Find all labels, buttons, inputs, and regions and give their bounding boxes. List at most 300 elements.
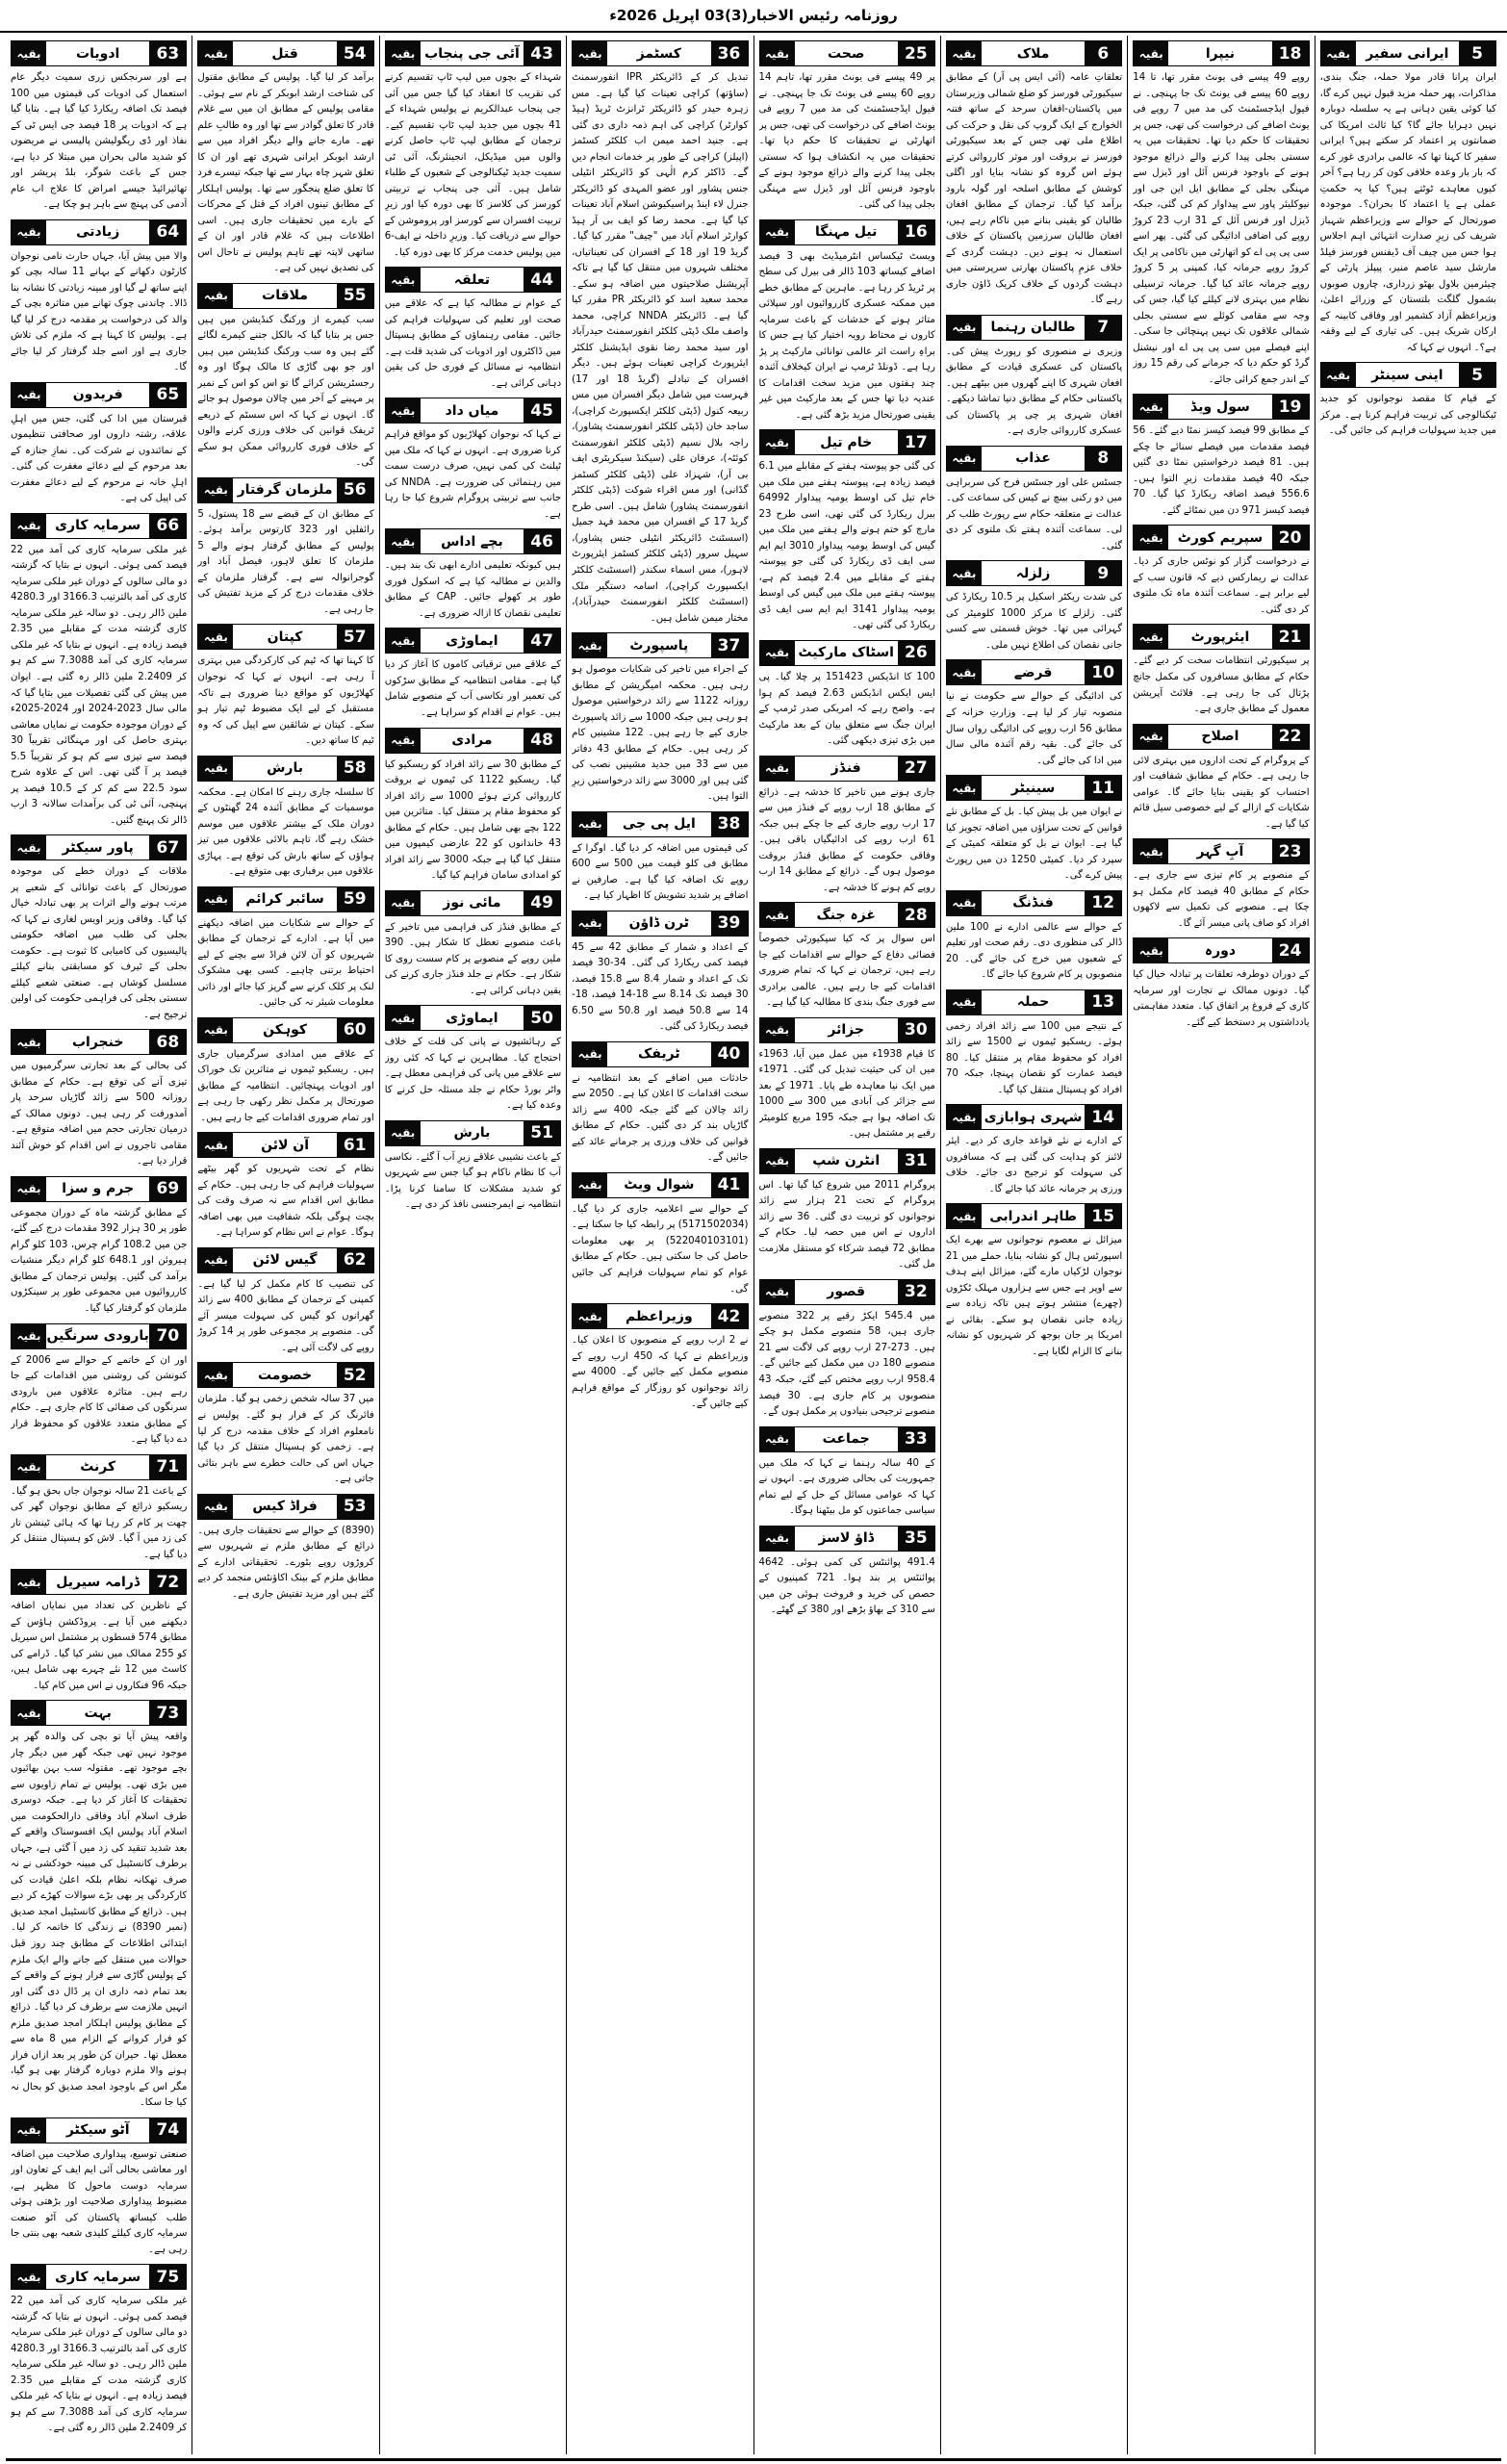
section-number-badge: 42: [711, 1304, 748, 1328]
section-title: اینی سینٹر: [1356, 363, 1459, 387]
article-body: پر 49 پیسے فی یونٹ مقرر تھا، تاہم 14 روپے 60 پیسے فی یونٹ تک جا پہنچی۔ نے فیول ایڈجسٹمنٹ کی مد میں 7 روپے فی یونٹ اضافے کی درخواست کی تھی، جس پر اتھارٹی نے تحقیقات کا حکم دیا تھا۔ تحقیقات میں یہ انکشاف ہوا کہ سستی بجلی پیدا کرنے والے ذرائع موجود ہونے کے باوجود فرنس آئل اور ڈیزل سے مہنگی بجلی پیدا کی گئی۔: [758, 72, 935, 211]
section-header-bar: [946, 659, 1122, 685]
article-body: برآمد کر لیا گیا۔ پولیس کے مطابق مقتول کی شناخت ارشد ابوبکر کے نام سے ہوئی۔ مقامی پولیس کے مطابق ان میں سے غلام قادر کا تعلق گوادر سے تھا اور وہ طالبِ علم تھے۔ مارے جانے والے دیگر افراد میں سے ارشد ابوبکر ایرانی شہری تھے اور ان کا تعلق شہر چاہ بہار سے تھا جبکہ تیسرے فرد کا تعلق ضلع پنجگور سے تھا۔ پولیس اہلکار کے مطابق تینوں افراد کے قتل کے محرکات کے بارے میں تحقیقات جاری ہیں۔ اسی اطلاعات ہیں کہ غلام قادر اور ان کے ساتھی لاپتہ تھے تاہم پولیس نے تاحال اس کی تصدیق نہیں کی ہے۔: [197, 72, 374, 274]
article-body: کے ناظرین کی تعداد میں نمایاں اضافہ دیکھنے میں آیا ہے۔ پروڈکشن ہاؤس کے مطابق 574 قسطوں پر مشتمل اس سیریل کو 255 ممالک میں نشر کیا گیا۔ ڈرامے کی کاسٹ میں 12 نئے چہرے بھی شامل ہیں، جبکہ 96 فنکاروں نے اس میں کام کیا۔: [11, 1601, 188, 1691]
article-body: کا کہنا تھا کہ ٹیم کی کارکردگی میں بہتری آ رہی ہے۔ انہوں نے کہا کہ نوجوان کھلاڑیوں کو مواقع دینا ضروری ہے تاکہ مستقبل کے لیے ایک مضبوط ٹیم تیار ہو سکے۔ کپتان نے شائقین سے اپیل کی کہ وہ ٹیم کا ساتھ دیں۔: [197, 655, 374, 747]
continuation-label: بقیہ: [760, 903, 795, 927]
section-header-bar: [946, 560, 1122, 586]
article-body: سب کیمرے از ورکنگ کنڈیشن میں ہیں جس پر بتایا گیا کہ بالکل جتنے کیمرے لگائے گئے ہیں وہ سب ورکنگ کنڈیشن میں ہیں اور جو بھی گاڑی کا مالک ہوگا اور وہ رجسٹریشن کرائے گا تو اس کو اس کے نمبر پر مہینے کے آخر میں چالان موصول ہو جائے گا۔ انہوں نے کہا کہ اس سسٹم کے ذریعے ٹریفک قوانین کی خلاف ورزی کرنے والوں کے خلاف فوری کارروائی ممکن ہو سکے گی۔: [197, 314, 374, 469]
article-body: میزائل نے معصوم نوجوانوں سے بھرے ایک اسپورٹس ہال کو نشانہ بنایا، حملے میں 21 نوجوان لڑکیاں مارے گئے، میزائل اپنے ہدف سے اوپر ہے جس سے ہزاروں مہلک ٹکڑوں (چھرے) منتشر ہوتے ہیں تاکہ زیادہ سے زیادہ جانی نقصان ہو سکے۔ بقائی نے امریکا پر جان بوجھ کر شہریوں کو نشانہ بنانے کا الزام لگایا ہے۔: [945, 1235, 1123, 1357]
section-header-bar: [197, 624, 373, 650]
continuation-label: بقیہ: [1321, 41, 1356, 65]
section-header-bar: [946, 890, 1122, 916]
section-header-bar: [385, 890, 561, 916]
continuation-label: بقیہ: [198, 1495, 233, 1519]
section-header-bar: [759, 902, 935, 928]
section-number-badge: 74: [149, 2118, 186, 2143]
section-title: غزہ جنگ: [795, 903, 898, 927]
continuation-label: بقیہ: [198, 1133, 233, 1157]
section-header-bar: [197, 1362, 373, 1388]
continuation-label: بقیہ: [1134, 938, 1168, 962]
continuation-label: بقیہ: [947, 660, 982, 684]
continuation-label: بقیہ: [760, 1527, 795, 1551]
section-title: خام تیل: [795, 430, 898, 454]
article-body: نے ایوان میں بل پیش کیا۔ بل کے مطابق نئے قوانین کے تحت سزاؤں میں اضافہ تجویز کیا گیا ہے۔ ایوان نے بل کو متعلقہ کمیٹی کے سپرد کر دیا۔ کمیٹی 1250 دن میں رپورٹ پیش کرے گی۔: [945, 807, 1123, 882]
section-number-badge: 16: [898, 220, 934, 244]
section-number-badge: 25: [898, 41, 934, 65]
section-number-badge: 57: [337, 625, 373, 649]
section-title: قصور: [795, 1280, 898, 1304]
section-title: ڈرامہ سیریل: [46, 1570, 149, 1594]
section-title: اسٹاک مارکیٹ: [795, 641, 898, 665]
continuation-label: بقیہ: [1134, 625, 1168, 649]
continuation-label: بقیہ: [760, 1018, 795, 1042]
section-number-badge: 31: [898, 1149, 934, 1173]
section-title: آن لائن: [233, 1133, 336, 1157]
section-number-badge: 48: [524, 729, 560, 753]
continuation-label: بقیہ: [947, 41, 982, 65]
article-body: پروگرام 2011 میں شروع کیا گیا تھا۔ اس پروگرام کے تحت 21 ہزار سے زائد نوجوانوں کو تربیت دی گئی۔ 36 سے زائد اداروں نے اس میں حصہ لیا۔ حکام کے مطابق 72 فیصد شرکاء کو مستقل ملازمت مل گئی۔: [758, 1179, 935, 1270]
continuation-label: بقیہ: [1134, 395, 1168, 419]
continuation-label: بقیہ: [947, 990, 982, 1014]
section-title: بہت: [46, 1701, 149, 1725]
section-number-badge: 44: [524, 268, 560, 292]
section-number-badge: 21: [1272, 625, 1309, 649]
article-body: کے مطابق ان کے قبضے سے 18 پستول، 5 رائفلیں اور 323 کارتوس برآمد ہوئے۔ پولیس کے مطابق گرفتار ہونے والے 5 ملزمان کا تعلق لاہور، فیصل آباد اور گوجرانوالہ سے ہے۔ گرفتار ملزمان کے خلاف مقدمات درج کر کے مزید تفتیش کی جا رہی ہے۔: [197, 508, 374, 615]
continuation-label: بقیہ: [12, 41, 46, 65]
article-body: تعلقاتِ عامہ (آئی ایس پی آر) کے مطابق سیکیورٹی فورسز کو ضلع شمالی وزیرستان میں پاکستان-افغان سرحد کے ساتھ فتنہ الخوارج کے ایک گروپ کی نقل و حرکت کی اطلاع ملی تھی جس کے بعد سیکیورٹی فورسز نے بروقت اور موثر کارروائی کرتے ہوئے اس گروہ کو نشانہ بنایا اور اگلی کوشش کے مطابق اسلحہ اور گولہ بارود برآمد کیا گیا۔ ترجمان کے مطابق افغان طالبان کو یقینی بنانے میں ناکام رہے ہیں، افغان طالبان سرزمین پاکستان کے خلاف استعمال نہ ہونے دیں۔ دہشت گردی کے خلاف عزمِ پاکستان بھارتی سرپرستی میں دہشت گردوں کے خلاف کریک ڈاؤن جاری رہے گا۔: [945, 72, 1123, 306]
section-number-badge: 17: [898, 430, 934, 454]
section-title: جماعت: [795, 1427, 898, 1451]
section-title: آٹو سیکٹر: [46, 2118, 149, 2143]
continuation-label: بقیہ: [573, 1173, 607, 1197]
continuation-label: بقیہ: [12, 1570, 46, 1594]
section-header-bar: [197, 1017, 373, 1043]
continuation-label: بقیہ: [947, 1204, 982, 1228]
section-header-bar: [197, 886, 373, 912]
continuation-label: بقیہ: [12, 2265, 46, 2289]
continuation-label: بقیہ: [198, 1248, 233, 1272]
section-number-badge: 64: [149, 220, 186, 244]
continuation-label: بقیہ: [12, 514, 46, 538]
continuation-label: بقیہ: [386, 529, 421, 553]
section-header-bar: [946, 1104, 1122, 1130]
continuation-label: بقیہ: [947, 447, 982, 471]
section-number-badge: 67: [149, 835, 186, 860]
section-number-badge: 60: [337, 1018, 373, 1042]
section-number-badge: 5: [1459, 363, 1495, 387]
article-body: کی گئی جو پیوستہ ہفتے کے مقابلے میں 6.1 فیصد زیادہ ہے، پیوستہ ہفتے میں ملک میں خام تیل کی اوسط یومیہ پیداوار 64992 بیرل ریکارڈ کی گئی تھی، اسی طرح 23 مارچ کو ختم ہونے والے ہفتے میں ملک میں گیس کی اوسط یومیہ پیداوار 3010 ایم ایم سی ایف ڈی ریکارڈ کی گئی جو پیوستہ ہفتے کے مقابلے میں 2.4 فیصد کم ہے، پیوستہ ہفتے میں ملک میں گیس کی اوسط یومیہ پیداوار 3141 ایم ایم سی ایف ڈی ریکارڈ کی گئی تھی۔: [758, 461, 935, 631]
section-title: تعلقہ: [421, 268, 524, 292]
section-number-badge: 26: [898, 641, 934, 665]
section-title: زیادتی: [46, 220, 149, 244]
section-header-bar: [385, 1120, 561, 1146]
section-number-badge: 62: [337, 1248, 373, 1272]
article-body: کے باعث 21 سالہ نوجوان جاں بحق ہو گیا۔ ریسکیو ذرائع کے مطابق نوجوان گھر کی چھت پر کام کر رہا تھا کہ ہائی ٹینشن تار کی زد میں آ گیا۔ لاش کو ہسپتال منتقل کر دیا گیا ہے۔: [11, 1485, 188, 1560]
article-body: کے مطابق 99 فیصد کیسز نمٹا دیے گئے۔ 56 فیصد مقدمات میں فیصلے سنائے جا چکے ہیں۔ 81 فیصد درخواستیں نمٹا دی گئیں جبکہ 40 فیصد مقدمات زیرِ التوا ہیں۔ 556.6 فیصد اضافہ ریکارڈ کیا گیا۔ 70 فیصد کیسز 971 دن میں نمٹائے گئے۔: [1133, 425, 1310, 516]
section-title: خصومت: [233, 1363, 336, 1387]
section-number-badge: 9: [1085, 561, 1121, 585]
section-title: سپریم کورٹ: [1168, 526, 1271, 550]
continuation-label: بقیہ: [386, 398, 421, 423]
section-number-badge: 52: [337, 1363, 373, 1387]
section-header-bar: [11, 40, 187, 66]
section-header-bar: [11, 1454, 187, 1480]
section-number-badge: 72: [149, 1570, 186, 1594]
section-title: پاسپورٹ: [607, 633, 710, 657]
continuation-label: بقیہ: [1134, 725, 1168, 749]
section-title: ٹریفک: [607, 1042, 710, 1066]
section-title: طاہر اندرابی: [982, 1204, 1085, 1228]
section-number-badge: 35: [898, 1527, 934, 1551]
continuation-label: بقیہ: [1134, 526, 1168, 550]
section-header-bar: [759, 1526, 935, 1552]
section-title: زلزلہ: [982, 561, 1085, 585]
section-header-bar: [11, 2118, 187, 2143]
article-body: نے کہا کہ نوجوان کھلاڑیوں کو مواقع فراہم کرنا ضروری ہے۔ انہوں نے کہا کہ ملک میں ٹیلنٹ کی کمی نہیں، صرف درست سمت میں رہنمائی کی ضرورت ہے۔ NNDA کی جانب سے تربیتی پروگرام شروع کیا جا رہا ہے۔: [384, 429, 562, 520]
continuation-label: بقیہ: [947, 561, 982, 585]
section-title: آبِ گہر: [1168, 839, 1271, 863]
article-body: کے اجراء میں تاخیر کی شکایات موصول ہو رہی ہیں۔ محکمہ امیگریشن کے مطابق روزانہ 1122 سے زائد درخواستیں موصول ہو رہی ہیں جبکہ 1000 سے زائد پاسپورٹ جاری کیے جا رہے ہیں۔ 122 مشینیں کام کر رہی ہیں۔ حکام کے مطابق 43 دفاتر میں سے 33 میں جدید مشینیں نصب کی گئی ہیں اور 3000 سے زائد درخواستیں زیرِ التوا ہیں۔: [572, 664, 749, 803]
article-body: کے قیام کا مقصد نوجوانوں کو جدید ٹیکنالوجی کی تربیت فراہم کرنا ہے۔ مرکز میں جدید سہولیات فراہم کی جائیں گی۔: [1319, 394, 1496, 437]
section-header-bar: [197, 1494, 373, 1520]
section-title: ٹرن ڈاؤن: [607, 911, 710, 936]
section-number-badge: 20: [1272, 526, 1309, 550]
section-title: فنڈز: [795, 757, 898, 781]
continuation-label: بقیہ: [760, 1427, 795, 1451]
section-header-bar: [759, 1148, 935, 1174]
section-title: بارودی سرنگیں: [46, 1324, 149, 1348]
section-header-bar: [1133, 40, 1309, 66]
continuation-label: بقیہ: [12, 2118, 46, 2143]
section-header-bar: [385, 728, 561, 754]
section-number-badge: 8: [1085, 447, 1121, 471]
continuation-label: بقیہ: [760, 220, 795, 244]
newspaper-column: [379, 36, 566, 2454]
section-title: ایماوڑی: [421, 629, 524, 653]
section-header-bar: [11, 1029, 187, 1055]
continuation-label: بقیہ: [12, 220, 46, 244]
section-title: بچے اداس: [421, 529, 524, 553]
section-header-bar: [11, 2264, 187, 2290]
section-title: انٹرن شپ: [795, 1149, 898, 1173]
article-body: جاری ہونے میں تاخیر کا خدشہ ہے۔ ذرائع کے مطابق 18 ارب روپے کے فنڈز میں سے 17 ارب روپے جاری کیے جا چکے ہیں جبکہ 61 ارب روپے کی ادائیگیاں باقی ہیں۔ وفاقی حکومت کے مطابق فنڈز بروقت موصول ہوں گے۔ ذرائع کے مطابق 14 ارب روپے کم ہونے کا خدشہ ہے۔: [758, 786, 935, 893]
masthead-title: روزنامہ رئیس الاخبار(3)03 اپریل 2026ء: [609, 7, 898, 24]
section-header-bar: [1133, 525, 1309, 551]
section-header-bar: [1133, 937, 1309, 963]
section-header-bar: [572, 632, 748, 658]
section-header-bar: [572, 911, 748, 937]
section-header-bar: [385, 1005, 561, 1031]
continuation-label: بقیہ: [386, 1006, 421, 1030]
section-number-badge: 39: [711, 911, 748, 936]
article-body: پر سیکیورٹی انتظامات سخت کر دیے گئے۔ حکام کے مطابق مسافروں کی مکمل جانچ پڑتال کی جا رہی ہے۔ فلائٹ آپریشن معمول کے مطابق جاری ہے۔: [1133, 655, 1310, 715]
section-number-badge: 69: [149, 1177, 186, 1201]
section-title: طالبان رہنما: [982, 316, 1085, 340]
section-number-badge: 58: [337, 757, 373, 781]
section-number-badge: 11: [1085, 776, 1121, 800]
article-body: شہداء کے بچوں میں لیپ ٹاپ تقسیم کرنے کی تقریب کا انعقاد کیا گیا جس میں آئی جی پنجاب عبدالکریم نے پولیس شہداء کے 41 بچوں میں جدید لیپ ٹاپ تقسیم کیے۔ ترجمان کے مطابق لیپ ٹاپ حاصل کرنے والوں میں میڈیکل، انجینئرنگ، آئی ٹی سمیت جدید ٹیکنالوجی کے شعبوں کے طلباء شامل ہیں۔ آئی جی پنجاب نے تربیتی کورسز کی کلاسز کا بھی دورہ کیا اور زیرِ تربیت افسران سے کورسز اور پروموشن کے حوالے سے دریافت کیا۔ وزیرِ داخلہ نے ایف-6 میں پولیس خدمت مرکز کا بھی دورہ کیا۔: [384, 72, 562, 258]
continuation-label: بقیہ: [12, 1701, 46, 1725]
article-body: کی بحالی کے بعد تجارتی سرگرمیوں میں تیزی آنے کی توقع ہے۔ حکام کے مطابق روزانہ 500 سے زائد گاڑیاں سرحد پار آمدورفت کر رہی ہیں۔ دونوں ممالک کے درمیان تجارتی حجم میں اضافہ متوقع ہے۔ مقامی تاجروں نے اس اقدام کو خوش آئند قرار دیا ہے۔: [11, 1061, 188, 1168]
article-body: صنعتی توسیع، پیداواری صلاحیت میں اضافہ اور معاشی بحالی آئی ایم ایف کے تعاون اور سرمایہ دوست ماحول کا مظہر ہے، مضبوط پیداواری صلاحیت اور بڑھتی ہوئی طلب کیساتھ پاکستان کی آٹو صنعت سرمایہ کاری کیلئے کلیدی شعبہ بھی بنتی جا رہی ہے۔: [11, 2148, 188, 2255]
section-number-badge: 73: [149, 1701, 186, 1725]
section-header-bar: [385, 40, 561, 66]
section-number-badge: 28: [898, 903, 934, 927]
continuation-label: بقیہ: [1321, 363, 1356, 387]
section-title: کوہکن: [233, 1018, 336, 1042]
section-title: ایماوڑی: [421, 1006, 524, 1030]
article-body: 491.4 پوائنٹس کی کمی ہوئی۔ 4642 پوائنٹس پر بند ہوا۔ 721 کمپنیوں کے حصص کی خرید و فروخت ہوئی جن میں سے 310 کے بھاؤ بڑھے اور 380 کے گھٹے۔: [758, 1556, 935, 1616]
article-body: کے مطابق گزشتہ ماہ کے دوران مجموعی طور پر 30 ہزار 392 مقدمات درج کیے گئے، جن میں 108.2 گرام چرس، 103 کلو گرام ہیروئن اور 648.1 کلو گرام دیگر منشیات برآمد کی گئیں۔ پولیس ترجمان کے مطابق کارروائیوں میں مجموعی طور پر سینکڑوں ملزمان کو گرفتار کیا گیا۔: [11, 1207, 188, 1314]
article-body: والا میں پیش آیا، جہاں حارث نامی نوجوان کارٹون دکھانے کے بہانے 11 سالہ بچی کو اپنے ساتھ لے گیا اور مبینہ زیادتی کا نشانہ بنا ڈالا۔ چاندنی چوک تھانے میں متاثرہ بچی کے والد کی درخواست پر مقدمہ درج کر لیا گیا ہے۔ پولیس کا کہنا ہے کہ ملزم کی تلاش جاری ہے اور اسے جلد گرفتار کر لیا جائے گا۔: [11, 250, 188, 373]
article-body: کا قیام 1938ء میں عمل میں آیا، 1963ء میں ان کی حیثیت تبدیل کی گئی۔ 1971ء میں ایک نیا معاہدہ طے پایا۔ 1971 کے بعد سے جزائر کی آبادی میں 300 سے 1000 تک اضافہ ہوا ہے جبکہ 195 مربع کلومیٹر رقبے پر مشتمل ہیں۔: [758, 1048, 935, 1140]
section-header-bar: [11, 382, 187, 408]
section-header-bar: [572, 1172, 748, 1198]
section-title: ایرانی سفیر: [1356, 41, 1459, 65]
newspaper-column: [1127, 36, 1314, 2454]
section-header-bar: [197, 477, 373, 503]
section-number-badge: 50: [524, 1006, 560, 1030]
section-number-badge: 59: [337, 887, 373, 911]
section-number-badge: 12: [1085, 891, 1121, 915]
section-title: سرمایہ کاری: [46, 514, 149, 538]
section-header-bar: [197, 40, 373, 66]
section-title: ڈاؤ لاسز: [795, 1527, 898, 1551]
section-title: نیپرا: [1168, 41, 1271, 65]
section-title: شوال ویٹ: [607, 1173, 710, 1197]
section-number-badge: 19: [1272, 395, 1309, 419]
continuation-label: بقیہ: [573, 911, 607, 936]
article-body: کے علاقے میں ترقیاتی کاموں کا آغاز کر دیا گیا ہے۔ مقامی انتظامیہ کے مطابق سڑکوں کی تعمیر اور نکاسی آب کے منصوبے شامل ہیں۔ عوام نے اقدام کو سراہا ہے۔: [384, 659, 562, 718]
section-header-bar: [11, 834, 187, 860]
article-body: کا سلسلہ جاری رہنے کا امکان ہے۔ محکمہ موسمیات کے مطابق آئندہ 24 گھنٹوں کے دوران ملک کے بیشتر علاقوں میں موسم خشک رہے گا، تاہم بالائی علاقوں میں تیز ہواؤں کے ساتھ بارش کی توقع ہے۔ پہاڑی علاقوں میں برفباری بھی متوقع ہے۔: [197, 786, 374, 878]
section-header-bar: [197, 756, 373, 782]
section-number-badge: 14: [1085, 1105, 1121, 1129]
article-body: میں 545.4 ایکڑ رقبے پر 322 منصوبے جاری ہیں، 58 منصوبے مکمل ہو چکے ہیں۔ 273-27 ارب روپے کی لاگت سے 21 منصوبے 180 دن میں مکمل کیے جائیں گے۔ 958.4 ارب روپے مختص کیے گئے، جبکہ 43 منصوبوں پر کام جاری ہے۔ 30 فیصد منصوبے ترجیحی بنیادوں پر مکمل ہوں گے۔: [758, 1310, 935, 1418]
section-header-bar: [385, 528, 561, 554]
section-number-badge: 70: [149, 1324, 186, 1348]
section-number-badge: 65: [149, 383, 186, 407]
continuation-label: بقیہ: [760, 430, 795, 454]
section-number-badge: 68: [149, 1030, 186, 1054]
section-number-badge: 66: [149, 514, 186, 538]
continuation-label: بقیہ: [198, 757, 233, 781]
section-number-badge: 6: [1085, 41, 1121, 65]
section-header-bar: [759, 756, 935, 782]
newspaper-columns: [0, 33, 1507, 2458]
section-header-bar: [759, 1426, 935, 1452]
article-body: غیر ملکی سرمایہ کاری کی آمد میں 22 فیصد کمی ہوئی۔ انہوں نے بتایا کہ گزشتہ دو مالی سالوں کے دوران غیر ملکی سرمایہ کاری کی آمد بالترتیب 3166.3 اور 4280.3 ملین ڈالر رہی۔ دو سالہ غیر ملکی سرمایہ کاری گزشتہ مدت کے مقابلے میں 2.35 فیصد زیادہ ہے۔ انہوں نے بتایا کہ غیر ملکی سرمایہ کاری کی آمد 7.3088 سے کم ہو کر 2.2409 ملین ڈالر رہ گئی ہے۔: [11, 2296, 188, 2434]
continuation-label: بقیہ: [12, 1177, 46, 1201]
article-body: کے مطابق 30 سے زائد افراد کو ریسکیو کیا گیا۔ ریسکیو 1122 کی ٹیموں نے بروقت کارروائی کرتے ہوئے 1000 سے زائد افراد کو محفوظ مقام پر منتقل کیا۔ متاثرین میں 122 بچے بھی شامل ہیں۔ حکام کے مطابق 43 خاندانوں کو 22 عارضی کیمپوں میں منتقل کیا گیا ہے جبکہ 3000 سے زائد افراد کو امدادی سامان فراہم کیا گیا۔: [384, 758, 562, 882]
continuation-label: بقیہ: [947, 776, 982, 800]
article-body: ہیں کیونکہ تعلیمی ادارے ابھی تک بند ہیں۔ والدین نے مطالبہ کیا ہے کہ اسکول فوری طور پر کھولے جائیں۔ CAP کے مطابق تعلیمی نقصان کا ازالہ ضروری ہے۔: [384, 560, 562, 619]
article-body: حادثات میں اضافے کے بعد انتظامیہ نے سخت اقدامات کا اعلان کیا ہے۔ 2050 سے زائد چالان کیے گئے جبکہ 400 سے زائد گاڑیاں بند کر دی گئیں۔ حکام کے مطابق قوانین کی خلاف ورزی پر جرمانے عائد کیے جائیں گے۔: [572, 1072, 749, 1164]
continuation-label: بقیہ: [573, 41, 607, 65]
continuation-label: بقیہ: [573, 1042, 607, 1066]
section-title: حملہ: [982, 990, 1085, 1014]
section-header-bar: [385, 628, 561, 654]
section-header-bar: [11, 1569, 187, 1595]
continuation-label: بقیہ: [947, 316, 982, 340]
section-number-badge: 46: [524, 529, 560, 553]
section-number-badge: 5: [1459, 41, 1495, 65]
continuation-label: بقیہ: [12, 383, 46, 407]
continuation-label: بقیہ: [198, 625, 233, 649]
newspaper-column: [566, 36, 753, 2454]
article-body: واقعہ پیش آیا تو بچی کی والدہ گھر پر موجود نہیں تھی جبکہ گھر میں دیگر چار بچے موجود تھے۔ مقتولہ سب بہن بھائیوں میں بڑی تھی۔ پولیس نے تمام زاویوں سے تحقیقات کا آغاز کر دیا ہے۔ جبکہ دوسری طرف اسلام آباد وفاقی دارالحکومت میں اسلام آباد پولیس ایک افسوسناک واقعے کے بعد شدید تنقید کی زد میں آ گئی ہے، جہاں برطرف کانسٹیبل کی مبینہ خودکشی نے نہ صرف تھکانہ نظام بلکہ اعلیٰ قیادت کی کارکردگی پر بھی بڑے سوالات کھڑے کر دیے ہیں۔ ذرائع کے مطابق کانسٹیبل امجد صدیق (نمبر 8390) نے زندگی کا خاتمہ کر لیا۔ ابتدائی اطلاعات کے مطابق چند روز قبل حوالات میں منتقل کیے جانے والے ایک ملزم کے پولیس گاڑی سے فرار ہونے کے واقعے کے بعد تمام ذمہ داری ان پر ڈال دی گئی اور انہیں ملازمت سے برطرف کر دیا گیا۔ ذرائع کے مطابق پولیس اہلکار امجد صدیق ملزم کو فرار کروانے کے الزام میں 8 ماہ سے معطل تھا۔ حیران کن طور پر بعد ازاں فرار ہونے والا ملزم دوبارہ گرفتار بھی ہو گیا، مگر اس کے باوجود امجد صدیق کو بحال نہ کیا جا سکا۔: [11, 1732, 188, 2109]
article-body: کے دوران دوطرفہ تعلقات پر تبادلہ خیال کیا گیا۔ دونوں ممالک نے تجارت اور سرمایہ کاری کے فروغ پر اتفاق کیا۔ متعدد مفاہمتی یادداشتوں پر دستخط کیے گئے۔: [1133, 969, 1310, 1028]
section-title: کپتان: [233, 625, 336, 649]
section-title: قرضے: [982, 660, 1085, 684]
section-header-bar: [1133, 394, 1309, 420]
section-number-badge: 32: [898, 1280, 934, 1304]
article-body: ملاقات کے دوران خطے کی موجودہ صورتحال کے باعث توانائی کے شعبے پر مرتب ہونے والے اثرات پر بھی تبادلہ خیال کیا گیا۔ وفاقی وزیر اویس لغاری نے کہا کہ بجلی کی طلب میں اضافہ حکومتی پالیسیوں کی کامیابی کا ثبوت ہے۔ حکومت بجلی کے ٹیرف کو مسابقتی بنانے کیلئے مسلسل کوشاں ہے۔ صنعتی شعبے کیلئے سستی بجلی کی فراہمی حکومت کی اولین ترجیح ہے۔: [11, 866, 188, 1020]
article-body: تبدیل کر کے ڈائریکٹر IPR انفورسمنٹ (ساؤتھ) کراچی تعینات کیا گیا ہے۔ مس زہرہ حیدر کو ڈائریکٹر ٹرانزٹ ٹریڈ (ہیڈ کوارٹر) کراچی کی اہم ذمہ داری دی گئی ہے۔ جنید احمد میمن اب کلکٹر کسٹمز (اپیلز) کراچی کے طور پر خدمات انجام دیں گے۔ ڈاکٹر کرم الٰہی کو ڈائریکٹر انٹیلی جنس پشاور اور عضو المہدی کو ڈائریکٹر جنرل لاء اینڈ پراسیکیوشن اسلام آباد تعینات کیا گیا ہے۔ محمد رضا کو ایف بی آر ہیڈ کوارٹر اسلام آباد میں "چیف" مقرر کیا گیا۔ گریڈ 19 اور 18 کے افسران کی تعیناتیاں، مختلف شہروں میں منتقل کیا گیا ہے تاکہ آپریشنل صلاحیتوں میں اضافہ ہو سکے۔ محمد سعید اسد کو ڈائریکٹر PR مقرر کیا گیا ہے۔ ڈائریکٹر NNDA کراچی، محمد واصف ملک ڈپٹی کلکٹر انفورسمنٹ حیدرآباد اور سید محمد رضا نقوی ایڈیشنل کلکٹر ایئرپورٹ کراچی تعینات ہوئے ہیں۔ دیگر افسران کے تبادلے (گریڈ 18 اور 17) فہرست میں شامل دیگر افسران میں مس ربیعہ کنول (ڈپٹی کلکٹر ایکسپورٹ کراچی)، ساجد خان (ڈپٹی کلکٹر انفورسمنٹ پشاور)، راجہ بلال نسیم (ڈپٹی کلکٹر انفورسمنٹ کوئٹہ)، عرفان علی (سیکنڈ سیکریٹری ایف بی آر)، شہزاد علی (ڈپٹی کلکٹر کسٹمز گڈانی) اور مس اقراء شوکت (ڈپٹی کلکٹر انفورسمنٹ پشاور) شامل ہیں۔ اسی طرح گریڈ 17 کے افسران میں محمد فہد جمیل (اسسٹنٹ ڈائریکٹر انٹیلی جنس پشاور)، سہیل سرور (ڈپٹی کلکٹر کسٹمز ایئرپورٹ لاہور)، مس اسماء سکندر (اسسٹنٹ کلکٹر ایکسپورٹ کراچی)، اسامہ دستگیر ملک (اسسٹنٹ کلکٹر انفورسمنٹ حیدرآباد)، مختار میمن شامل ہیں۔: [572, 72, 749, 624]
section-number-badge: 53: [337, 1495, 373, 1519]
continuation-label: بقیہ: [1134, 839, 1168, 863]
section-header-bar: [759, 640, 935, 666]
article-body: کی قیمتوں میں اضافہ کر دیا گیا۔ اوگرا کے مطابق فی کلو قیمت میں 500 سے 600 روپے تک اضافہ کیا گیا ہے۔ صارفین نے اضافے پر شدید تشویش کا اظہار کیا ہے۔: [572, 842, 749, 902]
section-title: صحت: [795, 41, 898, 65]
continuation-label: بقیہ: [573, 1304, 607, 1328]
article-body: کے حوالے سے عالمی ادارے نے 100 ملین ڈالر کی منظوری دی۔ رقم صحت اور تعلیم کے شعبوں میں خرچ کی جائے گی۔ 20 منصوبوں پر کام شروع کیا جائے گا۔: [945, 921, 1123, 981]
section-title: فنڈنگ: [982, 891, 1085, 915]
article-body: کے نتیجے میں 100 سے زائد افراد زخمی ہوئے۔ ریسکیو ٹیموں نے 1500 سے زائد افراد کو محفوظ مقام پر منتقل کیا۔ 80 فیصد عمارت کو نقصان پہنچا، جبکہ 70 افراد کو ہسپتال منتقل کیا گیا۔: [945, 1020, 1123, 1095]
section-header-bar: [572, 1041, 748, 1067]
article-body: کے علاقے میں امدادی سرگرمیاں جاری ہیں۔ ریسکیو ٹیموں نے متاثرین تک خوراک اور ادویات پہنچائیں۔ انتظامیہ کے مطابق صورتحال پر مکمل نظر رکھی جا رہی ہے اور تمام ضروری اقدامات کیے جا رہے ہیں۔: [197, 1048, 374, 1123]
article-body: اس سوال پر کہ کیا سیکیورٹی خصوصاً فضائی دفاع کے حوالے سے اقدامات کیے جا رہے ہیں، ترجمان نے کہا کہ تمام ضروری اقدامات کیے جا رہے ہیں۔ عالمی برادری سے فوری جنگ بندی کا مطالبہ کیا گیا ہے۔: [758, 934, 935, 1009]
section-header-bar: [385, 267, 561, 293]
continuation-label: بقیہ: [760, 41, 795, 65]
section-number-badge: 10: [1085, 660, 1121, 684]
section-header-bar: [759, 40, 935, 66]
section-title: سول ویڈ: [1168, 395, 1271, 419]
section-title: میاں داد: [421, 398, 524, 423]
newspaper-column: [192, 36, 378, 2454]
section-title: اصلاح: [1168, 725, 1271, 749]
section-title: فریدون: [46, 383, 149, 407]
section-number-badge: 18: [1272, 41, 1309, 65]
section-title: سینیٹر: [982, 776, 1085, 800]
section-header-bar: [11, 1323, 187, 1349]
section-title: عذاب: [982, 447, 1085, 471]
continuation-label: بقیہ: [386, 891, 421, 915]
masthead: [0, 0, 1507, 33]
article-body: قبرستان میں ادا کی گئی، جس میں اہلِ علاقہ، رشتہ داروں اور صحافتی تنظیموں کے نمائندوں نے شرکت کی۔ نمازِ جنازہ کے بعد مرحوم کے لیے دعائے مغفرت کی گئی۔ اہلِ خانہ نے مرحوم کے لیے دعائے مغفرت کی اپیل کی ہے۔: [11, 413, 188, 504]
section-title: فراڈ کیس: [233, 1495, 336, 1519]
article-body: نظام کے تحت شہریوں کو گھر بیٹھے سہولیات فراہم کی جا رہی ہیں۔ حکام کے مطابق اس اقدام سے نہ صرف وقت کی بچت ہوگی بلکہ شفافیت میں بھی اضافہ ہوگا۔ عوام نے اس نظام کو سراہا ہے۔: [197, 1164, 374, 1239]
article-body: 100 کا انڈیکس 151423 پر چلا گیا۔ پی ایس ایکس انڈیکس 2.63 فیصد کم ہوا ہے۔ واضح رہے کہ امریکی صدر ٹرمپ کے ایران جنگ سے متعلق بیان کے بعد مارکیٹ میں بڑی تیزی دیکھی گئی۔: [758, 671, 935, 747]
section-title: جرم و سزا: [46, 1177, 149, 1201]
section-header-bar: [946, 989, 1122, 1015]
section-number-badge: 33: [898, 1427, 934, 1451]
section-number-badge: 27: [898, 757, 934, 781]
continuation-label: بقیہ: [760, 1280, 795, 1304]
section-title: کسٹمز: [607, 41, 710, 65]
article-body: ویسٹ ٹیکساس انٹرمیڈیٹ بھی 3 فیصد اضافے کیساتھ 103 ڈالر فی بیرل کی سطح پر ٹریڈ کر رہا ہے۔ ماہرین کے مطابق خطے میں ممکنہ عسکری کارروائیوں اور سپلائی متاثر ہونے کے خدشات کے باعث سرمایہ کاروں نے محتاط رویہ اختیار کیا ہے جس کا براہِ راست اثر عالمی توانائی مارکیٹ پر پڑ رہا ہے۔ ڈونلڈ ٹرمپ نے ایران کیخلاف آئندہ چند ہفتوں میں مزید سخت اقدامات کا عندیہ دیا تھا جس کے بعد مارکیٹ میں غیر یقینی صورتحال مزید بڑھ گئی ہے۔: [758, 250, 935, 421]
article-body: نے 2 ارب روپے کے منصوبوں کا اعلان کیا۔ وزیراعظم نے کہا کہ 450 ارب روپے کے منصوبے مکمل کیے جائیں گے۔ 4000 سے زائد نوجوانوں کو روزگار کے مواقع فراہم کیے جائیں گے۔: [572, 1335, 749, 1410]
section-number-badge: 56: [337, 478, 373, 502]
section-number-badge: 71: [149, 1455, 186, 1479]
section-number-badge: 23: [1272, 839, 1309, 863]
continuation-label: بقیہ: [947, 891, 982, 915]
article-body: کی ادائیگی کے حوالے سے حکومت نے نیا منصوبہ تیار کر لیا ہے۔ وزارتِ خزانہ کے مطابق 56 ارب روپے کی ادائیگی رواں سال کی جائے گی۔ بقیہ رقم آئندہ مالی سال میں ادا کی جائے گی۔: [945, 691, 1123, 766]
section-header-bar: [197, 1247, 373, 1273]
section-title: گیس لائن: [233, 1248, 336, 1272]
article-body: غیر ملکی سرمایہ کاری کی آمد میں 22 فیصد کمی ہوئی۔ انہوں نے بتایا کہ گزشتہ دو مالی سالوں کے دوران غیر ملکی سرمایہ کاری کی آمد بالترتیب 3166.3 اور 4280.3 ملین ڈالر رہی۔ دو سالہ غیر ملکی سرمایہ کاری گزشتہ مدت کے مقابلے میں 2.35 فیصد زیادہ ہے۔ انہوں نے بتایا کہ غیر ملکی سرمایہ کاری کی آمد 7.3088 سے کم ہو کر 2.2409 ملین ڈالر رہ گئی ہے۔ ایوان میں پیش کی گئی تفصیلات میں بتایا گیا کہ مالی سال 2023-2024 اور 2024-2025ء کے دوران موجودہ حکومت نے نمایاں معاشی بہتری حاصل کی اور مہنگائی تقریباً 30 فیصد سے تیزی سے کم ہو کر تقریباً 5.5 فیصد پر آ گئی تھی۔ اس کے علاوہ شرح سود 22.5 سے کم کر کے 10.5 فیصد پر پہنچی، آئی ٹی کی برآمدات سالانہ 3 ارب ڈالر تک پہنچ گئیں۔: [11, 544, 188, 826]
article-body: کے باعث نشیبی علاقے زیرِ آب آ گئے۔ نکاسی آب کا نظام ناکام ہو گیا جس سے شہریوں کو شدید مشکلات کا سامنا کرنا پڑا۔ انتظامیہ نے ایمرجنسی نافذ کر دی ہے۔: [384, 1151, 562, 1211]
bottom-rule: [6, 2458, 1501, 2461]
section-title: دورہ: [1168, 938, 1271, 962]
continuation-label: بقیہ: [198, 1363, 233, 1387]
section-number-badge: 54: [337, 41, 373, 65]
continuation-label: بقیہ: [198, 41, 233, 65]
continuation-label: بقیہ: [12, 1455, 46, 1479]
article-body: کے مطابق فنڈز کی فراہمی میں تاخیر کے باعث منصوبے تعطل کا شکار ہیں۔ 390 ملین روپے کے منصوبے پر کام سست روی کا شکار ہے۔ حکام نے جلد فنڈز جاری کرنے کی یقین دہانی کرائی ہے۔: [384, 921, 562, 996]
section-number-badge: 41: [711, 1173, 748, 1197]
section-title: شہری ہوابازی: [982, 1105, 1085, 1129]
newspaper-column: [754, 36, 940, 2454]
section-number-badge: 24: [1272, 938, 1309, 962]
section-title: سرمایہ کاری: [46, 2265, 149, 2289]
section-number-badge: 55: [337, 284, 373, 308]
continuation-label: بقیہ: [198, 1018, 233, 1042]
section-title: سائبر کرائم: [233, 887, 336, 911]
section-title: ملاک: [982, 41, 1085, 65]
continuation-label: بقیہ: [386, 41, 421, 65]
section-number-badge: 36: [711, 41, 748, 65]
section-header-bar: [572, 811, 748, 837]
section-number-badge: 15: [1085, 1204, 1121, 1228]
continuation-label: بقیہ: [12, 1030, 46, 1054]
article-body: جسٹس علی اور جسٹس فرح کی سربراہی میں دو رکنی بینچ نے کیس کی سماعت کی۔ عدالت نے متعلقہ حکام سے رپورٹ طلب کر لی۔ سماعت آئندہ ہفتے تک ملتوی کر دی گئی۔: [945, 476, 1123, 552]
article-body: کے عوام نے مطالبہ کیا ہے کہ علاقے میں صحت اور تعلیم کی سہولیات فراہم کی جائیں۔ مقامی رہنماؤں کے مطابق ہسپتال میں ڈاکٹروں اور ادویات کی شدید قلت ہے۔ انتظامیہ نے مسائل کے فوری حل کی یقین دہانی کرائی ہے۔: [384, 298, 562, 389]
article-body: کے 40 سالہ رہنما نے کہا کہ ملک میں جمہوریت کی بحالی ضروری ہے۔ انہوں نے کہا کہ عوامی مسائل کے حل کے لیے تمام سیاسی جماعتوں کو مل بیٹھنا ہوگا۔: [758, 1457, 935, 1517]
section-title: تیل مہنگا: [795, 220, 898, 244]
section-header-bar: [385, 398, 561, 424]
section-header-bar: [946, 315, 1122, 341]
section-title: خنجراب: [46, 1030, 149, 1054]
section-header-bar: [1133, 724, 1309, 750]
article-body: کے پروگرام کے تحت اداروں میں بہتری لائی جا رہی ہے۔ حکام کے مطابق شفافیت اور احتساب کو یقینی بنایا جائے گا۔ عوامی شکایات کے ازالے کے لیے خصوصی سیل قائم کیا گیا ہے۔: [1133, 755, 1310, 830]
section-header-bar: [759, 1017, 935, 1043]
article-body: کے منصوبے پر کام تیزی سے جاری ہے۔ حکام کے مطابق 40 فیصد کام مکمل ہو چکا ہے۔ منصوبے کی تکمیل سے لاکھوں افراد کو صاف پانی میسر آئے گا۔: [1133, 870, 1310, 929]
continuation-label: بقیہ: [386, 1121, 421, 1145]
section-title: قتل: [233, 41, 336, 65]
section-header-bar: [11, 513, 187, 539]
section-number-badge: 61: [337, 1133, 373, 1157]
section-number-badge: 30: [898, 1018, 934, 1042]
article-body: (8390) کے حوالے سے تحقیقات جاری ہیں۔ ذرائع کے مطابق ملزم نے شہریوں سے کروڑوں روپے بٹورے۔ تحقیقاتی ادارے کے مطابق ملزم کے بینک اکاؤنٹس منجمد کر دیے گئے ہیں اور مزید تفتیش جاری ہے۔: [197, 1525, 374, 1600]
section-header-bar: [759, 219, 935, 245]
section-title: ایل پی جی: [607, 812, 710, 836]
newspaper-column: [6, 36, 192, 2454]
article-body: اور ان کے خاتمے کے حوالے سے 2006 کے کنونشن کی روشنی میں اقدامات کیے جا رہے ہیں۔ متاثرہ علاقوں میں بارودی سرنگوں کی صفائی کا کام جاری ہے۔ حکام کے مطابق متعدد علاقوں کو محفوظ قرار دے دیا گیا ہے۔: [11, 1354, 188, 1446]
section-number-badge: 37: [711, 633, 748, 657]
article-body: وزیری نے منصوری کو رپورٹ پیش کی۔ پاکستان کی عسکری قیادت کے مطابق افغان شہری کا اپنے گھروں میں بیٹھے ہیں۔ پاکستانی حکام کے مطابق دنیا تماشا دیکھے۔ افغان شہری پر چی پر پاکستان کی عسکری کارروائی جاری ہے۔: [945, 346, 1123, 437]
section-title: ملاقات: [233, 284, 336, 308]
continuation-label: بقیہ: [386, 729, 421, 753]
section-header-bar: [1133, 838, 1309, 864]
section-title: آئی جی پنجاب: [421, 41, 524, 65]
article-body: کے رہائشیوں نے پانی کی قلت کے خلاف احتجاج کیا۔ مظاہرین نے کہا کہ کئی روز سے علاقے میں پانی کی فراہمی معطل ہے۔ واٹر بورڈ حکام نے جلد مسئلہ حل کرنے کا وعدہ کیا ہے۔: [384, 1037, 562, 1112]
continuation-label: بقیہ: [760, 757, 795, 781]
continuation-label: بقیہ: [760, 641, 795, 665]
section-header-bar: [572, 40, 748, 66]
section-title: جزائر: [795, 1018, 898, 1042]
